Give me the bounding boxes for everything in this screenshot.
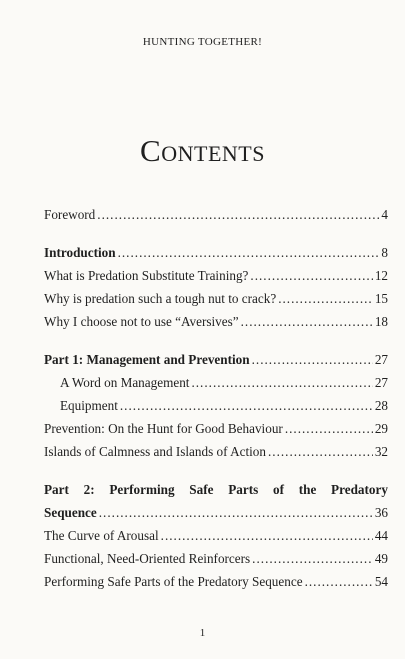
toc-entry-introduction[interactable] xyxy=(44,241,388,264)
dot-leader xyxy=(99,501,373,524)
toc-entry-label: Why is predation such a tough nut to crack? xyxy=(44,291,277,306)
dot-leader xyxy=(97,203,379,226)
toc-entry-label: Part 1: Management and Prevention xyxy=(44,352,250,367)
toc-entry-label: Prevention: On the Hunt for Good Behaviour xyxy=(44,421,283,436)
toc-entry[interactable] xyxy=(44,417,388,440)
toc-entry-label: A Word on Management xyxy=(60,375,190,390)
dot-leader xyxy=(161,524,373,547)
toc-entry-label: Introduction xyxy=(44,245,116,260)
dot-leader xyxy=(268,440,373,463)
toc-entry-label: Functional, Need-Oriented Reinforcers xyxy=(44,551,251,566)
toc-entry[interactable] xyxy=(44,570,388,593)
toc-entry-page: 29 xyxy=(374,421,388,436)
toc-entry[interactable] xyxy=(44,440,388,463)
toc-entry-page: 27 xyxy=(374,352,388,367)
toc-entry-label: Islands of Calmness and Islands of Action xyxy=(44,444,266,459)
toc-entry-page: 4 xyxy=(381,207,388,222)
toc-entry[interactable] xyxy=(44,264,388,287)
dot-leader xyxy=(285,417,373,440)
dot-leader xyxy=(250,264,372,287)
toc-entry-page: 32 xyxy=(374,444,388,459)
toc-entry-page: 8 xyxy=(381,245,388,260)
heading-word: 2: xyxy=(83,482,95,497)
toc-entry-page: 28 xyxy=(374,398,388,413)
toc-entry-label: What is Predation Substitute Training? xyxy=(44,268,249,283)
toc-entry-label: Why I choose not to use “Aversives” xyxy=(44,314,239,329)
heading-word: Part xyxy=(44,482,69,497)
toc-entry-page: 12 xyxy=(374,268,388,283)
toc-entry-page: 36 xyxy=(374,505,388,520)
heading-word: Performing xyxy=(109,482,175,497)
heading-word: Parts xyxy=(228,482,259,497)
toc-entry-label: Foreword xyxy=(44,207,96,222)
toc-entry[interactable] xyxy=(44,547,388,570)
heading-word: of xyxy=(272,482,284,497)
dot-leader xyxy=(118,241,380,264)
page-number: 1 xyxy=(199,627,206,639)
toc-entry-part2[interactable] xyxy=(44,501,388,524)
dot-leader xyxy=(305,570,373,593)
toc-entry-foreword[interactable] xyxy=(44,203,388,226)
heading-word: Predatory xyxy=(331,482,388,497)
toc-entry-page: 27 xyxy=(374,375,388,390)
toc-entry-label: Performing Safe Parts of the Predatory Sequence xyxy=(44,574,303,589)
heading-word: Safe xyxy=(189,482,214,497)
toc-entry[interactable] xyxy=(44,287,388,310)
toc-entry-page: 15 xyxy=(374,291,388,306)
toc-entry[interactable] xyxy=(44,524,388,547)
toc-entry-label: Sequence xyxy=(44,505,97,520)
dot-leader xyxy=(278,287,373,310)
dot-leader xyxy=(120,394,373,417)
toc-entry-page: 18 xyxy=(374,314,388,329)
toc-entry-part1[interactable] xyxy=(44,348,388,371)
toc-entry-page: 44 xyxy=(374,528,388,543)
dot-leader xyxy=(191,371,372,394)
table-of-contents xyxy=(44,203,388,593)
toc-entry[interactable] xyxy=(44,310,388,333)
toc-entry-label: Equipment xyxy=(60,398,118,413)
toc-entry-page: 54 xyxy=(374,574,388,589)
dot-leader xyxy=(241,310,373,333)
dot-leader xyxy=(252,547,373,570)
running-head: HUNTING TOGETHER! xyxy=(142,36,263,48)
toc-subentry[interactable] xyxy=(44,371,388,394)
dot-leader xyxy=(252,348,373,371)
toc-entry-page: 49 xyxy=(374,551,388,566)
page-title: Contents xyxy=(140,133,265,168)
toc-entry-part2-heading[interactable] xyxy=(44,478,388,501)
toc-subentry[interactable] xyxy=(44,394,388,417)
heading-word: the xyxy=(298,482,317,497)
toc-entry-label: The Curve of Arousal xyxy=(44,528,159,543)
